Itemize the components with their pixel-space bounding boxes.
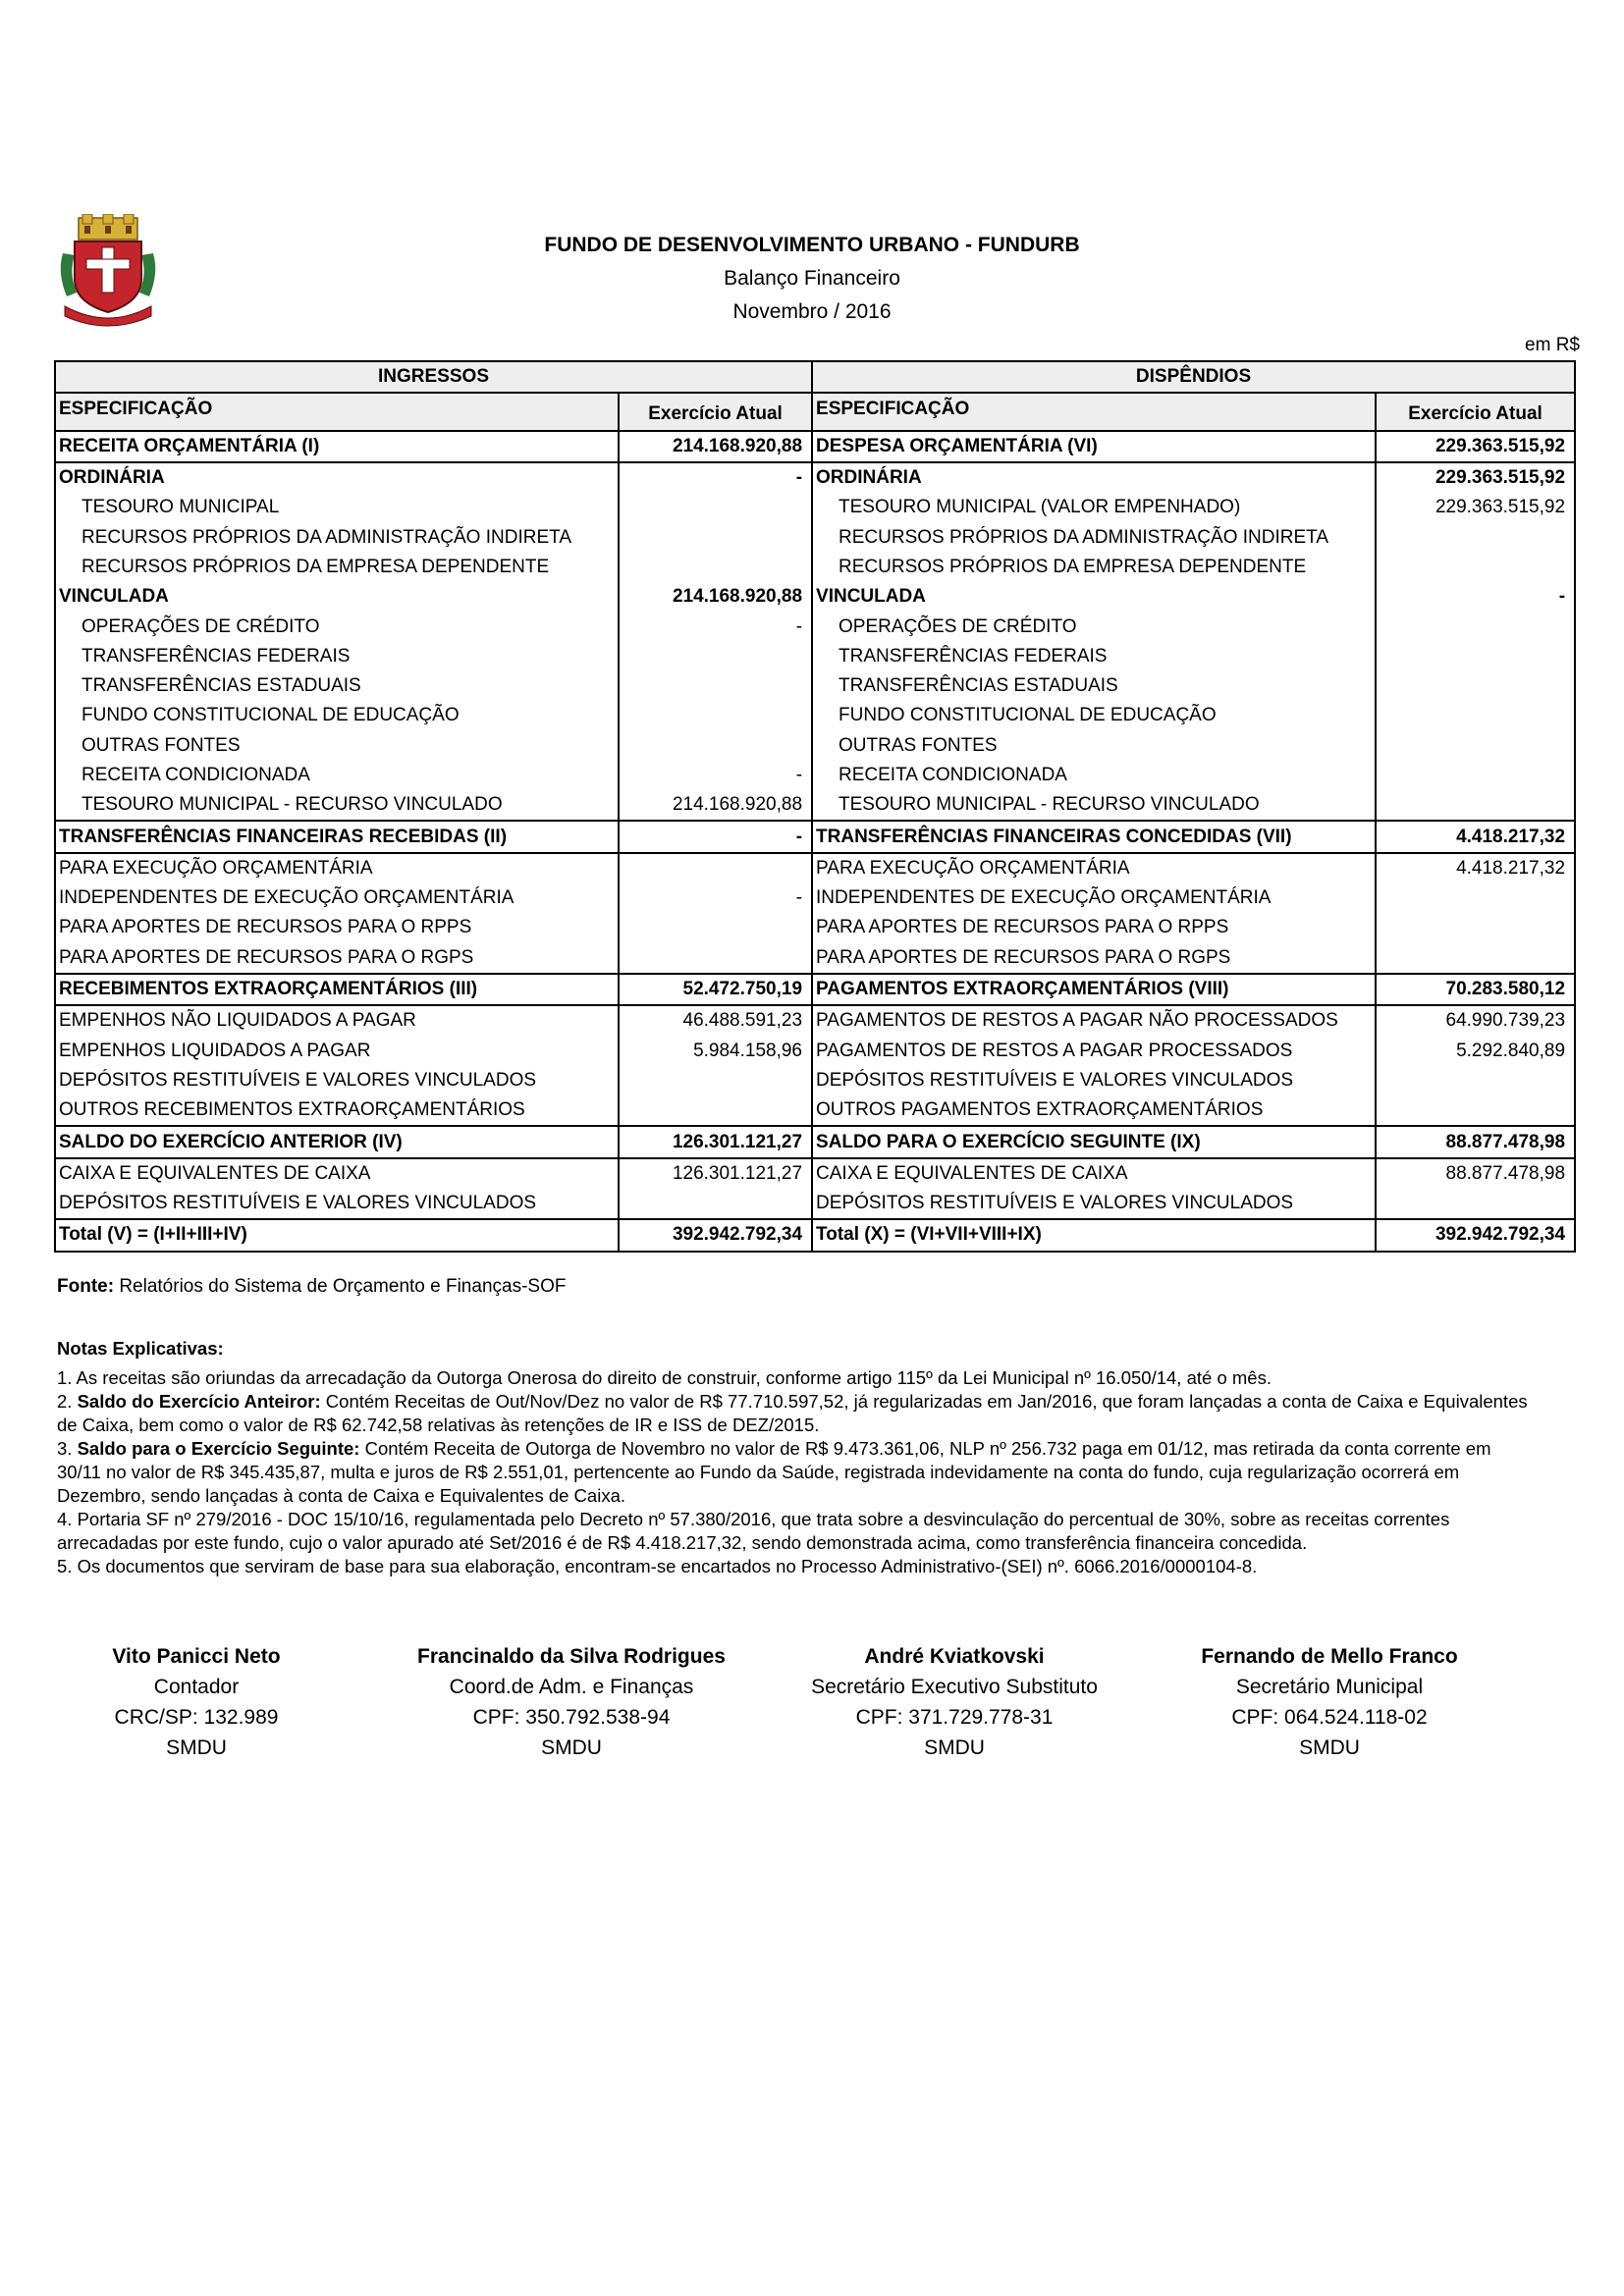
note-1: 1. As receitas são oriundas da arrecadação da Outorga Onerosa do direito de construir, conforme artigo 115º da Lei Municipal nº 16.050/14, até o mês. <box>57 1367 1272 1388</box>
left-value-cell: 126.301.121,27 <box>619 1126 812 1157</box>
table-row <box>55 431 1575 462</box>
left-value-cell <box>619 493 812 522</box>
balance-table <box>54 360 1576 1253</box>
notes-title: Notas Explicativas: <box>57 1338 224 1359</box>
signature-doc: CPF: 350.792.538-94 <box>472 1706 671 1729</box>
table-row <box>55 1189 1575 1219</box>
signature-role: Coord.de Adm. e Finanças <box>449 1676 694 1698</box>
signature-org: SMDU <box>1299 1736 1360 1759</box>
note-2-number: 2. <box>57 1391 78 1412</box>
left-value-cell: - <box>619 821 812 852</box>
signature-doc: CPF: 064.524.118-02 <box>1231 1706 1428 1729</box>
left-value-cell: 126.301.121,27 <box>619 1158 812 1189</box>
right-spec-cell: PARA APORTES DE RECURSOS PARA O RPPS <box>812 913 1376 942</box>
table-row <box>55 913 1575 942</box>
note-3-text: Contém Receita de Outorga de Novembro no valor de R$ 9.473.361,06, NLP nº 256.732 paga em 01/12, mas retirada da conta corrente em 30/11 no valor de R$ 345.435,87, multa e juros de R$ 2.551,01, pertencente ao Fundo da Saúde, registrada indevidamente na conta do fundo, cuja regularização ocorrerá em Dezembro, sendo lançadas à conta de Caixa e Equivalentes de Caixa. <box>57 1438 1491 1506</box>
left-value-cell: 214.168.920,88 <box>619 431 812 462</box>
table-row <box>55 731 1575 761</box>
right-spec-cell: CAIXA E EQUIVALENTES DE CAIXA <box>812 1158 1376 1189</box>
left-value-cell: 52.472.750,19 <box>619 974 812 1005</box>
left-spec-cell: TRANSFERÊNCIAS FINANCEIRAS RECEBIDAS (II) <box>55 821 619 852</box>
right-spec-cell: PAGAMENTOS DE RESTOS A PAGAR PROCESSADOS <box>812 1037 1376 1066</box>
left-spec-cell: OUTROS RECEBIMENTOS EXTRAORÇAMENTÁRIOS <box>55 1095 619 1126</box>
right-value-cell: 4.418.217,32 <box>1376 853 1575 883</box>
left-value-cell: 46.488.591,23 <box>619 1005 812 1036</box>
left-spec-cell: RECURSOS PRÓPRIOS DA ADMINISTRAÇÃO INDIRETA <box>55 522 619 552</box>
table-row <box>55 883 1575 913</box>
left-value-cell: - <box>619 462 812 493</box>
source-text: Relatórios do Sistema de Orçamento e Finanças-SOF <box>114 1276 567 1297</box>
right-value-cell: 70.283.580,12 <box>1376 974 1575 1005</box>
left-spec-cell: EMPENHOS NÃO LIQUIDADOS A PAGAR <box>55 1005 619 1036</box>
right-spec-cell: OUTROS PAGAMENTOS EXTRAORÇAMENTÁRIOS <box>812 1095 1376 1126</box>
right-value-cell <box>1376 790 1575 821</box>
note-2-heading: Saldo do Exercício Anteiror: <box>77 1391 321 1412</box>
right-value-cell <box>1376 883 1575 913</box>
left-value-cell <box>619 522 812 552</box>
right-spec-cell: TESOURO MUNICIPAL - RECURSO VINCULADO <box>812 790 1376 821</box>
signature-3 <box>768 1641 1141 1763</box>
table-row <box>55 553 1575 582</box>
right-value-cell <box>1376 761 1575 790</box>
left-value-cell <box>619 943 812 974</box>
right-spec-cell: RECURSOS PRÓPRIOS DA EMPRESA DEPENDENTE <box>812 553 1376 582</box>
col-value-left: Exercício Atual <box>619 393 812 430</box>
right-spec-cell: TESOURO MUNICIPAL (VALOR EMPENHADO) <box>812 493 1376 522</box>
signature-doc: CRC/SP: 132.989 <box>114 1706 279 1729</box>
note-5: 5. Os documentos que serviram de base para sua elaboração, encontram-se encartados no Processo Administrativo-(SEI) nº. 6066.2016/0000104-8. <box>57 1556 1258 1576</box>
right-spec-cell: DESPESA ORÇAMENTÁRIA (VI) <box>812 431 1376 462</box>
left-value-cell: - <box>619 612 812 641</box>
right-value-cell: 229.363.515,92 <box>1376 431 1575 462</box>
right-value-cell: 64.990.739,23 <box>1376 1005 1575 1036</box>
right-spec-cell: INDEPENDENTES DE EXECUÇÃO ORÇAMENTÁRIA <box>812 883 1376 913</box>
right-spec-cell: Total (X) = (VI+VII+VIII+IX) <box>812 1219 1376 1251</box>
left-spec-cell: SALDO DO EXERCÍCIO ANTERIOR (IV) <box>55 1126 619 1157</box>
right-value-cell <box>1376 701 1575 730</box>
left-spec-cell: OPERAÇÕES DE CRÉDITO <box>55 612 619 641</box>
left-spec-cell: ORDINÁRIA <box>55 462 619 493</box>
source-note <box>57 1276 566 1298</box>
left-spec-cell: EMPENHOS LIQUIDADOS A PAGAR <box>55 1037 619 1066</box>
right-value-cell: 229.363.515,92 <box>1376 462 1575 493</box>
right-value-cell <box>1376 671 1575 701</box>
left-value-cell: - <box>619 761 812 790</box>
table-row <box>55 612 1575 641</box>
left-spec-cell: TESOURO MUNICIPAL - RECURSO VINCULADO <box>55 790 619 821</box>
signature-org: SMDU <box>924 1736 985 1759</box>
signature-name: Fernando de Mello Franco <box>1201 1645 1458 1668</box>
right-value-cell <box>1376 1095 1575 1126</box>
table-row <box>55 853 1575 883</box>
col-spec-left: ESPECIFICAÇÃO <box>55 393 619 430</box>
left-value-cell: 214.168.920,88 <box>619 790 812 821</box>
left-spec-cell: PARA APORTES DE RECURSOS PARA O RPPS <box>55 913 619 942</box>
left-value-cell <box>619 1095 812 1126</box>
signature-org: SMDU <box>166 1736 227 1759</box>
signature-2 <box>385 1641 758 1763</box>
table-row <box>55 1126 1575 1157</box>
right-value-cell: 5.292.840,89 <box>1376 1037 1575 1066</box>
right-value-cell: 88.877.478,98 <box>1376 1126 1575 1157</box>
left-spec-cell: PARA EXECUÇÃO ORÇAMENTÁRIA <box>55 853 619 883</box>
right-value-cell <box>1376 642 1575 671</box>
right-value-cell <box>1376 522 1575 552</box>
signature-1 <box>10 1641 383 1763</box>
right-value-cell <box>1376 913 1575 942</box>
table-row <box>55 701 1575 730</box>
table-row <box>55 790 1575 821</box>
signature-name: André Kviatkovski <box>864 1645 1045 1668</box>
left-spec-cell: VINCULADA <box>55 582 619 612</box>
right-value-cell: 4.418.217,32 <box>1376 821 1575 852</box>
left-spec-cell: FUNDO CONSTITUCIONAL DE EDUCAÇÃO <box>55 701 619 730</box>
table-row <box>55 821 1575 852</box>
left-spec-cell: DEPÓSITOS RESTITUÍVEIS E VALORES VINCULADOS <box>55 1066 619 1095</box>
left-spec-cell: Total (V) = (I+II+III+IV) <box>55 1219 619 1251</box>
right-spec-cell: ORDINÁRIA <box>812 462 1376 493</box>
right-spec-cell: DEPÓSITOS RESTITUÍVEIS E VALORES VINCULADOS <box>812 1189 1376 1219</box>
left-spec-cell: PARA APORTES DE RECURSOS PARA O RGPS <box>55 943 619 974</box>
right-value-cell <box>1376 553 1575 582</box>
left-value-cell <box>619 671 812 701</box>
col-spec-right: ESPECIFICAÇÃO <box>812 393 1376 430</box>
left-value-cell <box>619 701 812 730</box>
table-row <box>55 1158 1575 1189</box>
table-row <box>55 761 1575 790</box>
right-value-cell <box>1376 731 1575 761</box>
signature-name: Vito Panicci Neto <box>112 1645 281 1668</box>
left-spec-cell: TRANSFERÊNCIAS ESTADUAIS <box>55 671 619 701</box>
right-spec-cell: SALDO PARA O EXERCÍCIO SEGUINTE (IX) <box>812 1126 1376 1157</box>
right-value-cell: 229.363.515,92 <box>1376 493 1575 522</box>
table-row <box>55 582 1575 612</box>
left-value-cell <box>619 853 812 883</box>
right-spec-cell: DEPÓSITOS RESTITUÍVEIS E VALORES VINCULADOS <box>812 1066 1376 1095</box>
explanatory-notes <box>57 1337 1530 1578</box>
signature-name: Francinaldo da Silva Rodrigues <box>417 1645 726 1668</box>
left-value-cell <box>619 553 812 582</box>
source-label: Fonte: <box>57 1276 115 1297</box>
left-spec-cell: TRANSFERÊNCIAS FEDERAIS <box>55 642 619 671</box>
left-value-cell: 214.168.920,88 <box>619 582 812 612</box>
right-spec-cell: TRANSFERÊNCIAS FEDERAIS <box>812 642 1376 671</box>
right-spec-cell: PAGAMENTOS DE RESTOS A PAGAR NÃO PROCESSADOS <box>812 1005 1376 1036</box>
table-row <box>55 493 1575 522</box>
signature-doc: CPF: 371.729.778-31 <box>855 1706 1054 1729</box>
right-spec-cell: PAGAMENTOS EXTRAORÇAMENTÁRIOS (VIII) <box>812 974 1376 1005</box>
left-spec-cell: DEPÓSITOS RESTITUÍVEIS E VALORES VINCULADOS <box>55 1189 619 1219</box>
left-spec-cell: INDEPENDENTES DE EXECUÇÃO ORÇAMENTÁRIA <box>55 883 619 913</box>
currency-unit: em R$ <box>1525 335 1580 355</box>
right-spec-cell: OPERAÇÕES DE CRÉDITO <box>812 612 1376 641</box>
left-value-cell: - <box>619 883 812 913</box>
right-spec-cell: RECEITA CONDICIONADA <box>812 761 1376 790</box>
right-value-cell <box>1376 1066 1575 1095</box>
right-spec-cell: RECURSOS PRÓPRIOS DA ADMINISTRAÇÃO INDIRETA <box>812 522 1376 552</box>
note-3-number: 3. <box>57 1438 78 1459</box>
signature-role: Contador <box>153 1676 240 1698</box>
right-value-cell <box>1376 612 1575 641</box>
right-value-cell <box>1376 943 1575 974</box>
left-value-cell <box>619 913 812 942</box>
document-subtitle: Balanço Financeiro <box>724 267 900 290</box>
right-value-cell: 88.877.478,98 <box>1376 1158 1575 1189</box>
column-header-row <box>55 393 1575 430</box>
right-spec-cell: OUTRAS FONTES <box>812 731 1376 761</box>
table-row <box>55 974 1575 1005</box>
table-row <box>55 522 1575 552</box>
table-row <box>55 671 1575 701</box>
left-spec-cell: OUTRAS FONTES <box>55 731 619 761</box>
note-4: 4. Portaria SF nº 279/2016 - DOC 15/10/16, regulamentada pelo Decreto nº 57.380/2016, que trata sobre a desvinculação do percentual de 30%, sobre as receitas correntes arrecadadas por este fundo, cujo o valor apurado até Set/2016 é de R$ 4.418.217,32, sendo demonstrada acima, como transferência financeira concedida. <box>57 1509 1450 1553</box>
note-2-text: Contém Receitas de Out/Nov/Dez no valor de R$ 77.710.597,52, já regularizadas em Jan/2016, que foram lançadas a conta de Caixa e Equivalentes de Caixa, bem como o valor de R$ 62.742,58 relativas às retenções de IR e ISS de DEZ/2015. <box>57 1391 1528 1435</box>
signature-4 <box>1143 1641 1516 1763</box>
right-spec-cell: TRANSFERÊNCIAS ESTADUAIS <box>812 671 1376 701</box>
table-row <box>55 1037 1575 1066</box>
col-value-right: Exercício Atual <box>1376 393 1575 430</box>
left-value-cell <box>619 731 812 761</box>
right-spec-cell: TRANSFERÊNCIAS FINANCEIRAS CONCEDIDAS (VII) <box>812 821 1376 852</box>
left-spec-cell: TESOURO MUNICIPAL <box>55 493 619 522</box>
left-value-cell <box>619 1189 812 1219</box>
left-spec-cell: RECEITA ORÇAMENTÁRIA (I) <box>55 431 619 462</box>
table-row <box>55 1066 1575 1095</box>
dispendios-header: DISPÊNDIOS <box>812 361 1575 393</box>
right-value-cell <box>1376 1189 1575 1219</box>
right-value-cell: - <box>1376 582 1575 612</box>
left-spec-cell: RECURSOS PRÓPRIOS DA EMPRESA DEPENDENTE <box>55 553 619 582</box>
left-value-cell: 5.984.158,96 <box>619 1037 812 1066</box>
table-title-row <box>55 361 1575 393</box>
left-value-cell <box>619 642 812 671</box>
left-value-cell: 392.942.792,34 <box>619 1219 812 1251</box>
table-row <box>55 1219 1575 1251</box>
right-spec-cell: FUNDO CONSTITUCIONAL DE EDUCAÇÃO <box>812 701 1376 730</box>
table-row <box>55 1095 1575 1126</box>
signature-role: Secretário Municipal <box>1235 1676 1424 1698</box>
table-row <box>55 943 1575 974</box>
left-spec-cell: RECEITA CONDICIONADA <box>55 761 619 790</box>
right-spec-cell: PARA APORTES DE RECURSOS PARA O RGPS <box>812 943 1376 974</box>
note-3-heading: Saldo para o Exercício Seguinte: <box>77 1438 360 1459</box>
table-row <box>55 1005 1575 1036</box>
left-value-cell <box>619 1066 812 1095</box>
right-value-cell: 392.942.792,34 <box>1376 1219 1575 1251</box>
document-title: FUNDO DE DESENVOLVIMENTO URBANO - FUNDURB <box>544 234 1080 256</box>
note-2 <box>57 1390 1530 1437</box>
right-spec-cell: VINCULADA <box>812 582 1376 612</box>
table-row <box>55 642 1575 671</box>
ingressos-header: INGRESSOS <box>55 361 812 393</box>
left-spec-cell: CAIXA E EQUIVALENTES DE CAIXA <box>55 1158 619 1189</box>
left-spec-cell: RECEBIMENTOS EXTRAORÇAMENTÁRIOS (III) <box>55 974 619 1005</box>
signature-org: SMDU <box>541 1736 602 1759</box>
right-spec-cell: PARA EXECUÇÃO ORÇAMENTÁRIA <box>812 853 1376 883</box>
signature-role: Secretário Executivo Substituto <box>811 1676 1098 1698</box>
table-row <box>55 462 1575 493</box>
document-period: Novembro / 2016 <box>732 300 892 323</box>
note-3 <box>57 1437 1530 1508</box>
